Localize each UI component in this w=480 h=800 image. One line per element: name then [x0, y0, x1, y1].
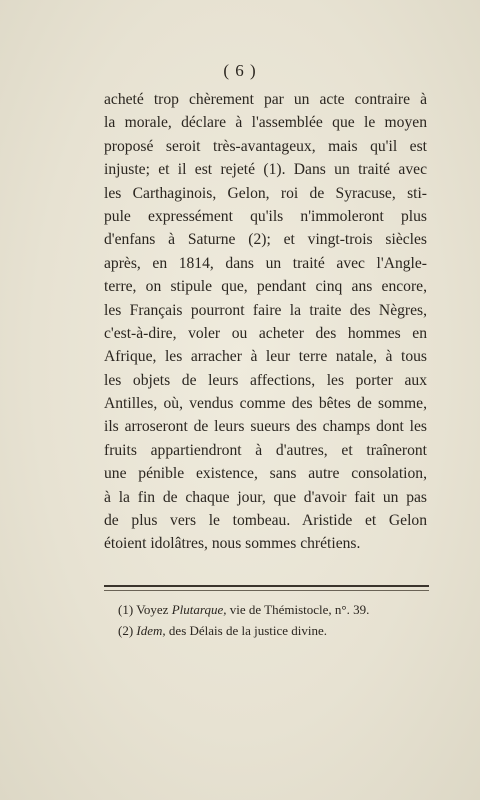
text-line: les Carthaginois, Gelon, roi de Syracuse, sti- — [104, 184, 427, 202]
text-line-last: étoient idolâtres, nous sommes chrétiens. — [104, 535, 361, 553]
footnotes — [118, 599, 428, 641]
footnote-marker: (2) — [118, 623, 134, 638]
text-line: ils arroseront de leurs sueurs des champs dont les — [104, 418, 427, 436]
footnote-separator-rule-thin — [104, 590, 429, 591]
footnote-1 — [118, 599, 428, 620]
text-line: les objets de leurs affections, les porter aux — [104, 371, 427, 389]
footnote-2 — [118, 620, 428, 641]
footnote-separator-rule — [104, 585, 429, 587]
footnote-text: des Délais de la justice divine. — [168, 623, 328, 638]
footnote-italic-ref: Plutarque, — [171, 602, 227, 617]
text-line: après, en 1814, dans un traité avec l'Angle- — [104, 254, 427, 272]
text-line: proposé seroit très-avantageux, mais qu'il est — [104, 137, 427, 155]
text-line: pule expressément qu'ils n'immoleront plus — [104, 207, 427, 225]
text-line: les Français pourront faire la traite des Nègres, — [104, 301, 427, 319]
text-line: à la fin de chaque jour, que d'avoir fait un pas — [104, 488, 427, 506]
footnote-lead: Voyez — [136, 602, 169, 617]
footnote-italic-ref: Idem, — [136, 623, 166, 638]
body-text — [104, 88, 427, 556]
text-line: Antilles, où, vendus comme des bêtes de somme, — [104, 395, 427, 413]
text-line: d'enfans à Saturne (2); et vingt-trois siècles — [104, 231, 427, 249]
text-line: fruits appartiendront à d'autres, et traîneront — [104, 441, 427, 459]
page-number: ( 6 ) — [223, 61, 257, 80]
footnote-marker: (1) — [118, 602, 134, 617]
text-line: une pénible existence, sans autre consolation, — [104, 465, 427, 483]
footnote-text: vie de Thémistocle, n°. 39. — [229, 602, 370, 617]
text-line: c'est-à-dire, voler ou acheter des hommes en — [104, 324, 427, 342]
text-line: Afrique, les arracher à leur terre natale, à tous — [104, 348, 427, 366]
text-line: acheté trop chèrement par un acte contraire à — [104, 91, 427, 108]
text-line: de plus vers le tombeau. Aristide et Gelon — [104, 512, 427, 530]
text-line: injuste; et il est rejeté (1). Dans un traité avec — [104, 161, 427, 179]
text-line: la morale, déclare à l'assemblée que le moyen — [104, 114, 427, 132]
text-line: terre, on stipule que, pendant cinq ans encore, — [104, 278, 427, 296]
